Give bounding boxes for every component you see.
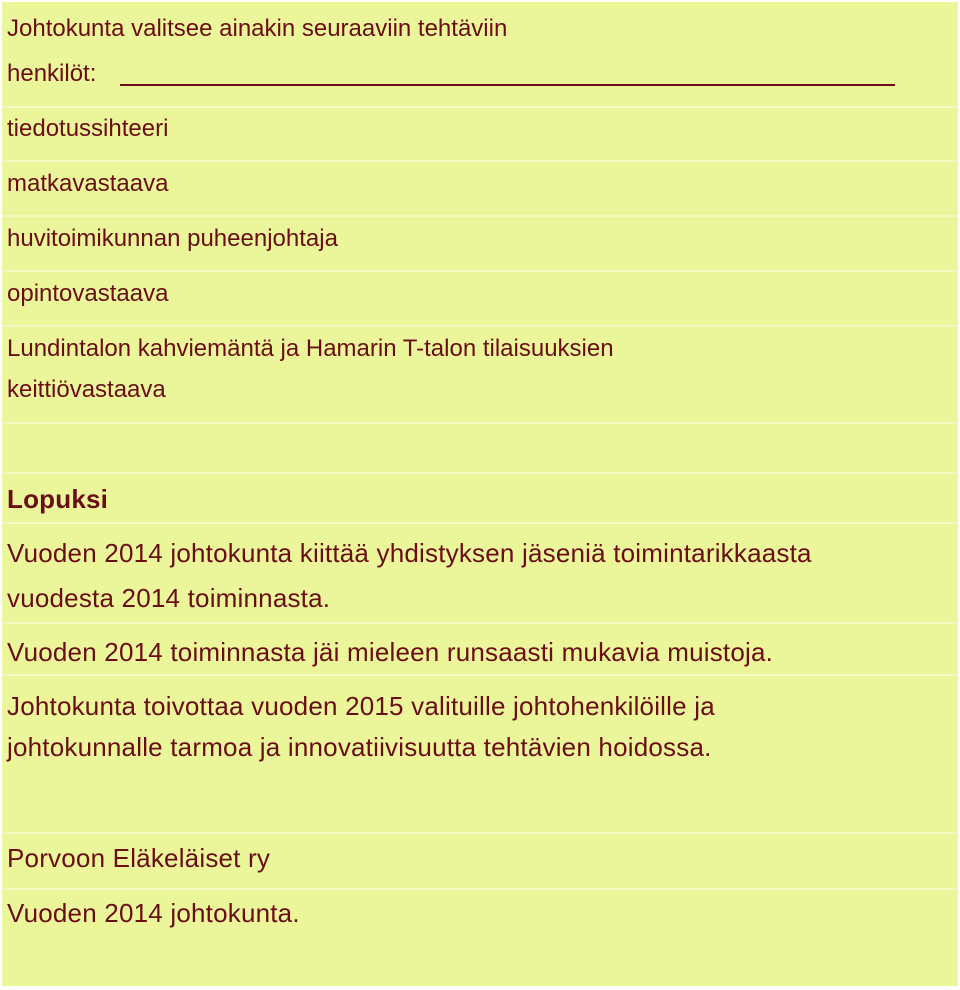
signature-board: Vuoden 2014 johtokunta. — [7, 898, 300, 928]
divider — [2, 215, 958, 217]
divider — [2, 106, 958, 108]
divider — [2, 472, 958, 474]
divider — [2, 622, 958, 624]
role-item: tiedotussihteeri — [7, 115, 169, 142]
divider — [2, 888, 958, 890]
signature-organization: Porvoon Eläkeläiset ry — [7, 843, 271, 873]
section-heading: Lopuksi — [7, 484, 109, 514]
role-item: Lundintalon kahviemäntä ja Hamarin T-talon tilaisuuksien — [7, 335, 614, 362]
intro-line-2: henkilöt: — [7, 60, 97, 87]
divider — [2, 522, 958, 524]
divider — [2, 832, 958, 834]
divider — [2, 674, 958, 676]
fill-in-blank-line — [120, 84, 895, 86]
content-panel — [2, 2, 958, 986]
divider — [2, 422, 958, 424]
thanks-line-1: Vuoden 2014 johtokunta kiittää yhdistyksen jäseniä toimintarikkaasta — [7, 538, 812, 568]
role-item: matkavastaava — [7, 170, 169, 197]
role-item: keittiövastaava — [7, 376, 166, 403]
divider — [2, 325, 958, 327]
wishes-line-1: Johtokunta toivottaa vuoden 2015 valituille johtohenkilöille ja — [7, 691, 715, 721]
thanks-line-2: vuodesta 2014 toiminnasta. — [7, 583, 331, 613]
memories-line: Vuoden 2014 toiminnasta jäi mieleen runsaasti mukavia muistoja. — [7, 637, 774, 667]
wishes-line-2: johtokunnalle tarmoa ja innovatiivisuutta tehtävien hoidossa. — [7, 732, 712, 762]
role-item: huvitoimikunnan puheenjohtaja — [7, 225, 338, 252]
divider — [2, 270, 958, 272]
role-item: opintovastaava — [7, 280, 169, 307]
divider — [2, 160, 958, 162]
intro-line-1: Johtokunta valitsee ainakin seuraaviin tehtäviin — [7, 15, 508, 42]
